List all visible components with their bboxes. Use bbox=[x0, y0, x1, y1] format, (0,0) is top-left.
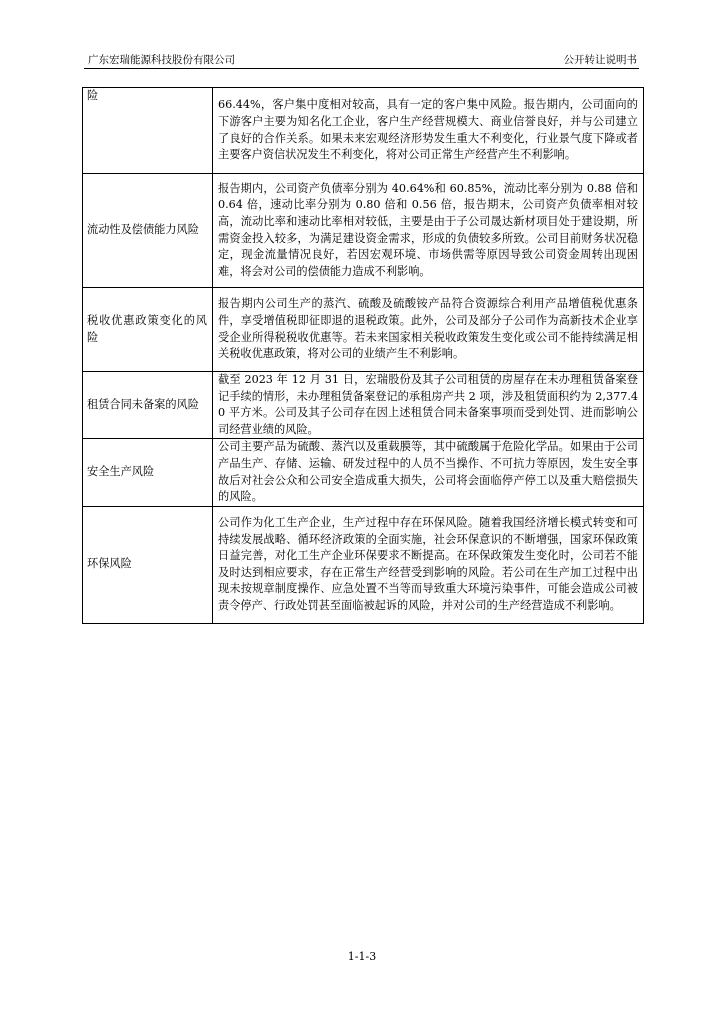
risk-description: 66.44%，客户集中度相对较高，具有一定的客户集中风险。报告期内，公司面向的下游客户主要为知名化工企业，客户生产经营规模大、商业信誉良好，并与公司建立了良好的合作关系。如果未来宏观经济形势发生重大不利变化，行业景气度下降或者主要客户资信状况发生不利变化，将对公司正常生产经营产生不利影响。 bbox=[213, 88, 644, 174]
risk-name: 流动性及偿债能力风险 bbox=[83, 174, 213, 288]
risk-description: 公司主要产品为硫酸、蒸汽以及重载膜等，其中硫酸属于危险化学品。如果由于公司产品生产、存储、运输、研发过程中的人员不当操作、不可抗力等原因，发生安全事故后对社会公众和公司安全造成重大损失，公司将会面临停产停工以及重大赔偿损失的风险。 bbox=[213, 439, 644, 506]
table-row bbox=[83, 174, 644, 288]
risk-table bbox=[82, 87, 644, 624]
risk-description: 报告期内，公司资产负债率分别为 40.64%和 60.85%，流动比率分别为 0.88 倍和 0.64 倍，速动比率分别为 0.80 倍和 0.56 倍，报告期末，公司资产负债率相对较高，流动比率和速动比率相对较低，主要是由于子公司晟达新材项目处于建设期，所需资金投入较多，为满足建设资金需求，形成的负债较多所致。公司目前财务状况稳定，现金流量情况良好，若因宏观环境、市场供需等原因导致公司资金周转出现困难，将会对公司的偿债能力造成不利影响。 bbox=[213, 174, 644, 288]
table-row bbox=[83, 372, 644, 439]
risk-description: 截至 2023 年 12 月 31 日，宏瑞股份及其子公司租赁的房屋存在未办理租赁备案登记手续的情形，未办理租赁备案登记的承租房产共 2 项，涉及租赁面积约为 2,377.40 平方米。公司及其子公司存在因上述租赁合同未备案事项而受到处罚、进而影响公司经营业绩的风险。 bbox=[213, 372, 644, 439]
risk-name: 税收优惠政策变化的风险 bbox=[83, 288, 213, 372]
risk-description: 报告期内公司生产的蒸汽、硫酸及硫酸铵产品符合资源综合利用产品增值税优惠条件，享受增值税即征即退的退税政策。此外，公司及部分子公司作为高新技术企业享受企业所得税税收优惠等。若未来国家相关税收政策发生变化或公司不能持续满足相关税收优惠政策，将对公司的业绩产生不利影响。 bbox=[213, 288, 644, 372]
document-title: 公开转让说明书 bbox=[563, 54, 637, 66]
page-header bbox=[84, 50, 639, 69]
risk-name: 租赁合同未备案的风险 bbox=[83, 372, 213, 439]
page-number: 1-1-3 bbox=[347, 950, 377, 963]
risk-name: 险 bbox=[83, 88, 213, 174]
table-row bbox=[83, 506, 644, 623]
table-row bbox=[83, 288, 644, 372]
risk-name: 环保风险 bbox=[83, 506, 213, 623]
table-row bbox=[83, 439, 644, 506]
table-row bbox=[83, 88, 644, 174]
risk-name: 安全生产风险 bbox=[83, 439, 213, 506]
company-name: 广东宏瑞能源科技股份有限公司 bbox=[88, 54, 235, 66]
risk-description: 公司作为化工生产企业，生产过程中存在环保风险。随着我国经济增长模式转变和可持续发展战略、循环经济政策的全面实施，社会环保意识的不断增强，国家环保政策日益完善，对化工生产企业环保要求不断提高。在环保政策发生变化时，公司若不能及时达到相应要求，存在正常生产经营受到影响的风险。若公司在生产加工过程中出现未按规章制度操作、应急处置不当等而导致重大环境污染事件，可能会造成公司被责令停产、行政处罚甚至面临被起诉的风险，并对公司的生产经营造成不利影响。 bbox=[213, 506, 644, 623]
